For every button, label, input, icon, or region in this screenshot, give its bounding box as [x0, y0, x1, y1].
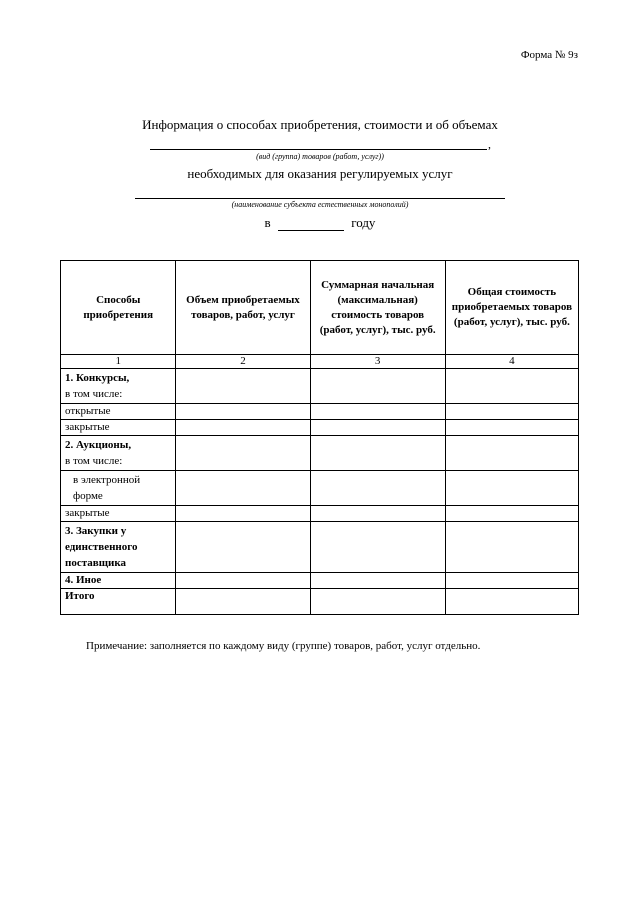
table-row [61, 404, 579, 420]
document-subtitle: необходимых для оказания регулируемых услуг [187, 166, 453, 181]
table-cell [176, 589, 310, 615]
row-label-main: 2. Аукционы, [65, 439, 132, 451]
row-label: 3. Закупки у единственного поставщика [61, 522, 176, 573]
column-number-row [61, 355, 579, 369]
table-cell [445, 506, 578, 522]
table-cell [310, 369, 445, 404]
row-label: 4. Иное [61, 573, 176, 589]
goods-type-line [150, 149, 487, 150]
table-cell [445, 522, 578, 573]
table-cell [445, 404, 578, 420]
table-row [61, 436, 579, 471]
table-cell [310, 436, 445, 471]
table-cell [310, 589, 445, 615]
table-cell [176, 436, 310, 471]
header-total-cost: Общая стоимость приобретаемых товаров (работ, услуг), тыс. руб. [445, 261, 578, 355]
row-label-sub: в том числе: [65, 455, 123, 467]
row-label: закрытые [61, 420, 176, 436]
column-number: 1 [61, 355, 176, 369]
table-cell [176, 471, 310, 506]
table-cell [176, 573, 310, 589]
column-number: 4 [445, 355, 578, 369]
table-cell [445, 589, 578, 615]
table-cell [310, 404, 445, 420]
table-cell [176, 420, 310, 436]
table-cell [310, 420, 445, 436]
procurement-table [60, 260, 579, 615]
table-cell [176, 522, 310, 573]
year-blank [278, 218, 344, 231]
row-label: в электронной форме [61, 471, 176, 506]
table-header-row [61, 261, 579, 355]
row-label-sub: в том числе: [65, 388, 123, 400]
row-label [61, 369, 176, 404]
column-number: 2 [176, 355, 310, 369]
entity-name-line [135, 198, 505, 199]
table-cell [445, 369, 578, 404]
document-title: Информация о способах приобретения, стоимости и об объемах [142, 117, 498, 132]
row-label-main: 1. Конкурсы, [65, 372, 130, 384]
table-cell [176, 506, 310, 522]
table-cell [445, 573, 578, 589]
table-row [61, 573, 579, 589]
title-comma: , [488, 137, 491, 151]
table-cell [310, 522, 445, 573]
entity-name-caption: (наименование субъекта естественных монополий) [231, 200, 409, 209]
table-cell [176, 404, 310, 420]
row-label: Итого [61, 589, 176, 615]
row-label [61, 436, 176, 471]
goods-type-caption: (вид (группа) товаров (работ, услуг)) [256, 152, 384, 161]
table-row [61, 369, 579, 404]
table-row [61, 506, 579, 522]
header-initial-cost: Суммарная начальная (максимальная) стоимость товаров (работ, услуг), тыс. руб. [310, 261, 445, 355]
table-cell [445, 471, 578, 506]
year-suffix: году [351, 215, 376, 230]
year-line [0, 215, 640, 231]
table-row [61, 522, 579, 573]
table-row [61, 420, 579, 436]
row-label: закрытые [61, 506, 176, 522]
column-number: 3 [310, 355, 445, 369]
table-cell [445, 436, 578, 471]
table-row [61, 589, 579, 615]
table-row [61, 471, 579, 506]
footnote: Примечание: заполняется по каждому виду (группе) товаров, работ, услуг отдельно. [86, 640, 481, 652]
row-label: открытые [61, 404, 176, 420]
header-volume: Объем приобретаемых товаров, работ, услуг [176, 261, 310, 355]
table-cell [445, 420, 578, 436]
table-cell [176, 369, 310, 404]
form-number: Форма № 9з [520, 49, 578, 61]
table-cell [310, 573, 445, 589]
header-methods: Способы приобретения [61, 261, 176, 355]
year-prefix: в [264, 215, 271, 230]
table-cell [310, 471, 445, 506]
table-cell [310, 506, 445, 522]
